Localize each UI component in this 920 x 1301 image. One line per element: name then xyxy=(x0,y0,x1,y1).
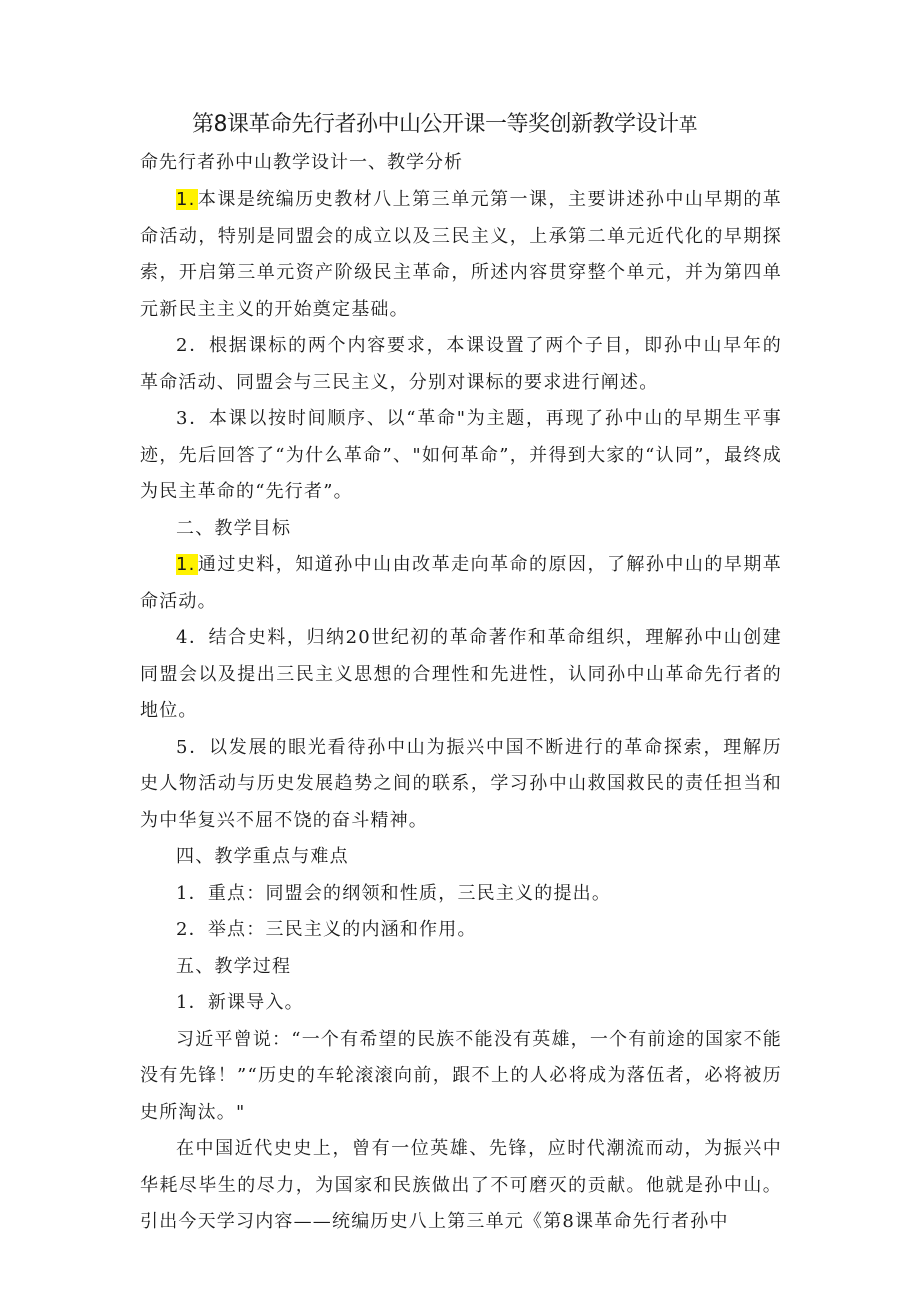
key-point-1: 1．重点：同盟会的纲领和性质，三民主义的提出。 xyxy=(176,882,612,904)
highlighted-number: 1. xyxy=(176,189,196,210)
process-paragraph-3: 在中国近代史史上，曾有一位英雄、先锋，应时代潮流而动，为振兴中华耗尽毕生的尽力，为国家和民族做出了不可磨灭的贡献。他就是孙中山。引出今天学习内容——统编历史八上第三单元《第8课革命先行者孙中 xyxy=(140,1138,782,1232)
section-heading-process: 五、教学过程 xyxy=(176,955,292,977)
highlighted-number: 1. xyxy=(176,554,196,575)
objective-paragraph-1 xyxy=(140,547,782,620)
title-main: 第8课革命先行者孙中山公开课一等奖创新教学设计 xyxy=(192,112,679,137)
objective-paragraph-4: 4．结合史料，归纳20世纪初的革命著作和革命组织，理解孙中山创建同盟会以及提出三民主义思想的合理性和先进性，认同孙中山革命先行者的地位。 xyxy=(140,627,782,721)
section-heading-key-points: 四、教学重点与难点 xyxy=(176,846,349,867)
document-body xyxy=(140,108,782,1241)
analysis-paragraph-1 xyxy=(140,182,782,328)
objective-paragraph-1-text: 通过史料，知道孙中山由改革走向革命的原因，了解孙中山的早期革命活动。 xyxy=(140,554,782,612)
analysis-paragraph-2: 2．根据课标的两个内容要求，本课设置了两个子目，即孙中山早年的革命活动、同盟会与三民主义，分别对课标的要求进行阐述。 xyxy=(140,335,782,393)
key-point-2: 2．举点：三民主义的内涵和作用。 xyxy=(176,919,477,940)
title-continuation: 命先行者孙中山教学设计一、教学分析 xyxy=(140,152,463,173)
process-paragraph-2: 习近平曾说：“一个有希望的民族不能没有英雄，一个有前途的国家不能没有先锋！”“历史的车轮滚滚向前，跟不上的人必将成为落伍者，必将被历史所淘汰。" xyxy=(140,1028,782,1123)
document-title xyxy=(140,108,782,142)
analysis-paragraph-1-text: 本课是统编历史教材八上第三单元第一课，主要讲述孙中山早期的革命活动，特别是同盟会的成立以及三民主义，上承第二单元近代化的早期探索，开启第三单元资产阶级民主革命，所述内容贯穿整个单元，并为第四单元新民主主义的开始奠定基础。 xyxy=(140,189,782,320)
objective-paragraph-5: 5．以发展的眼光看待孙中山为振兴中国不断进行的革命探索，理解历史人物活动与历史发展趋势之间的联系，学习孙中山救国救民的责任担当和为中华复兴不屈不饶的奋斗精神。 xyxy=(140,736,782,831)
analysis-paragraph-3: 3．本课以按时间顺序、以“革命"为主题，再现了孙中山的早期生平事迹，先后回答了“为什么革命”、"如何革命”，并得到大家的“认同”，最终成为民主革命的“先行者”。 xyxy=(140,408,782,502)
process-paragraph-1: 1．新课导入。 xyxy=(176,992,304,1013)
section-heading-objectives: 二、教学目标 xyxy=(176,517,292,539)
title-tail: 革 xyxy=(678,114,698,136)
